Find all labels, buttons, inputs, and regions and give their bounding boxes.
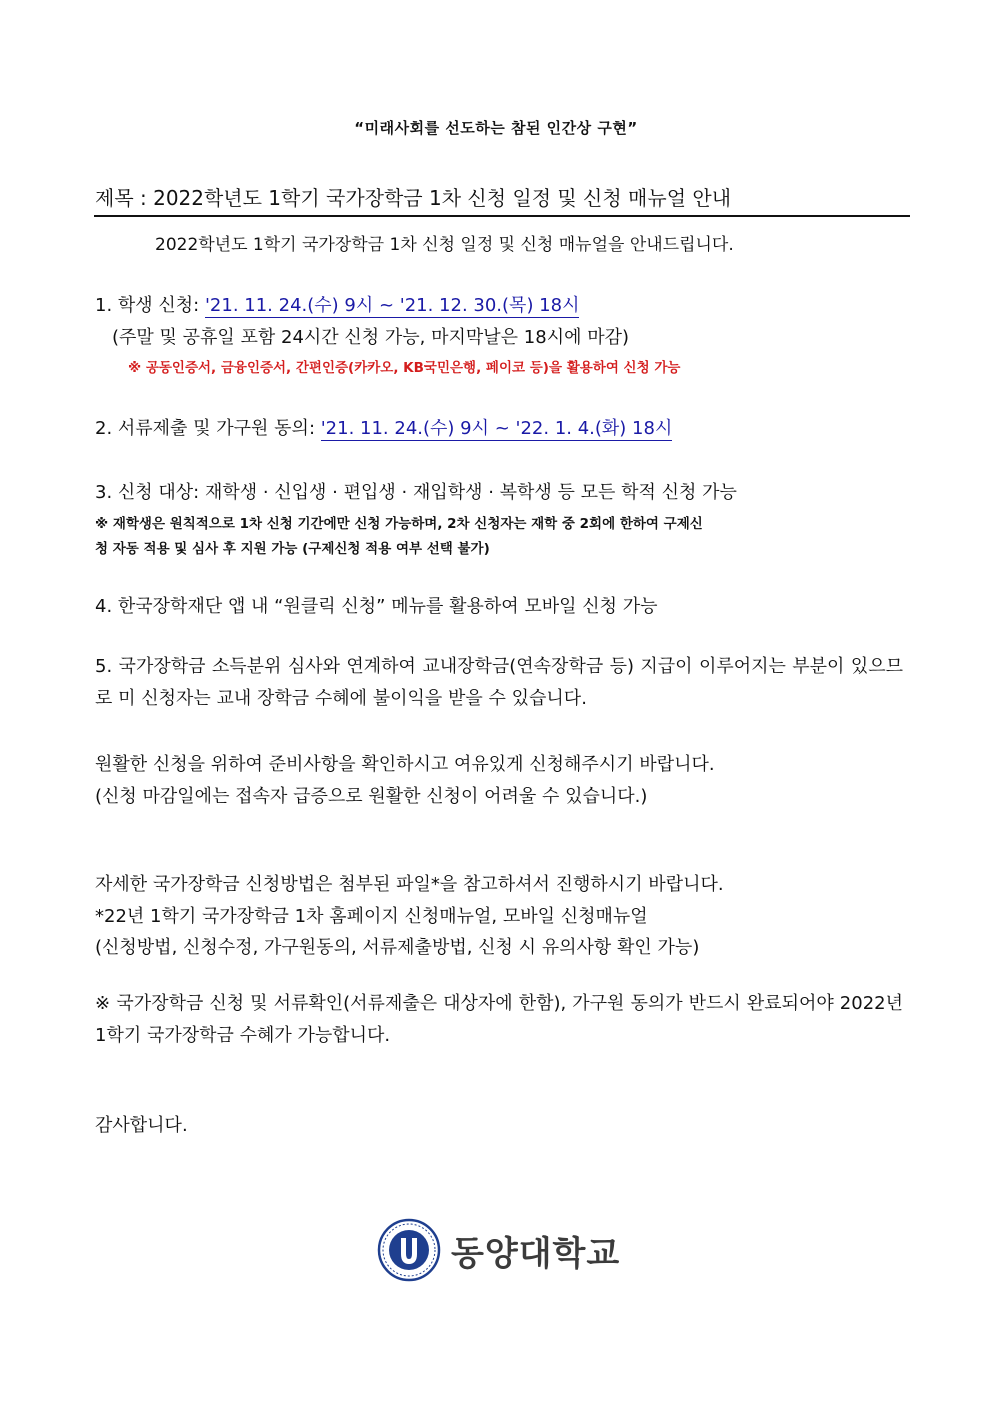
motto: “미래사회를 선도하는 참된 인간상 구현” [354,119,638,137]
item-2-label: 2. 서류제출 및 가구원 동의: [95,418,321,439]
closing-line-1: 원활한 신청을 위하여 준비사항을 확인하시고 여유있게 신청해주시기 바랍니다. [95,754,715,775]
university-name: 동양대학교 [451,1233,621,1274]
university-emblem-icon [377,1218,441,1282]
title-divider [94,215,910,217]
item-3-note-line1: ※ 재학생은 원칙적으로 1차 신청 기간에만 신청 가능하며, 2차 신청자는 재학 중 2회에 한하여 구제신 [95,516,703,532]
item-5: 5. 국가장학금 소득분위 심사와 연계하여 교내장학금(연속장학금 등) 지급이 이루어지는 부분이 있으므로 미 신청자는 교내 장학금 수혜에 불이익을 받을 수 있습니다. [95,656,903,709]
item-3: 3. 신청 대상: 재학생 · 신입생 · 편입생 · 재입학생 · 복학생 등 모든 학적 신청 가능 [95,482,737,503]
document-title: 제목 : 2022학년도 1학기 국가장학금 1차 신청 일정 및 신청 매뉴얼 안내 [95,186,732,210]
thanks: 감사합니다. [95,1115,188,1136]
item-3-note-line2: 청 자동 적용 및 심사 후 지원 가능 (구제신청 적용 여부 선택 불가) [95,541,490,557]
item-2-dates: '21. 11. 24.(수) 9시 ~ '22. 1. 4.(화) 18시 [320,418,673,439]
item-1-sub: (주말 및 공휴일 포함 24시간 신청 가능, 마지막날은 18시에 마감) [112,327,629,348]
item-1-dates: '21. 11. 24.(수) 9시 ~ '21. 12. 30.(목) 18시 [204,295,580,316]
final-note: ※ 국가장학금 신청 및 서류확인(서류제출은 대상자에 한함), 가구원 동의가 반드시 완료되어야 2022년 1학기 국가장학금 수혜가 가능합니다. [95,993,903,1046]
item-2 [95,414,672,440]
item-1-label: 1. 학생 신청: [95,295,205,316]
reference-line-1: 자세한 국가장학금 신청방법은 첨부된 파일*을 참고하셔서 진행하시기 바랍니다. [95,874,724,895]
closing-line-2: (신청 마감일에는 접속자 급증으로 원활한 신청이 어려울 수 있습니다.) [95,786,648,807]
university-logo [377,1218,620,1282]
intro-text: 2022학년도 1학기 국가장학금 1차 신청 일정 및 신청 매뉴얼을 안내드립니다. [155,235,734,255]
reference-line-2: *22년 1학기 국가장학금 1차 홈페이지 신청매뉴얼, 모바일 신청매뉴얼 [95,906,648,927]
reference-line-3: (신청방법, 신청수정, 가구원동의, 서류제출방법, 신청 시 유의사항 확인 가능) [95,937,700,958]
item-1-note: ※ 공동인증서, 금융인증서, 간편인증(카카오, KB국민은행, 페이코 등)을 활용하여 신청 가능 [128,360,681,376]
item-4: 4. 한국장학재단 앱 내 “원클릭 신청” 메뉴를 활용하여 모바일 신청 가능 [95,596,658,617]
item-1 [95,291,579,317]
